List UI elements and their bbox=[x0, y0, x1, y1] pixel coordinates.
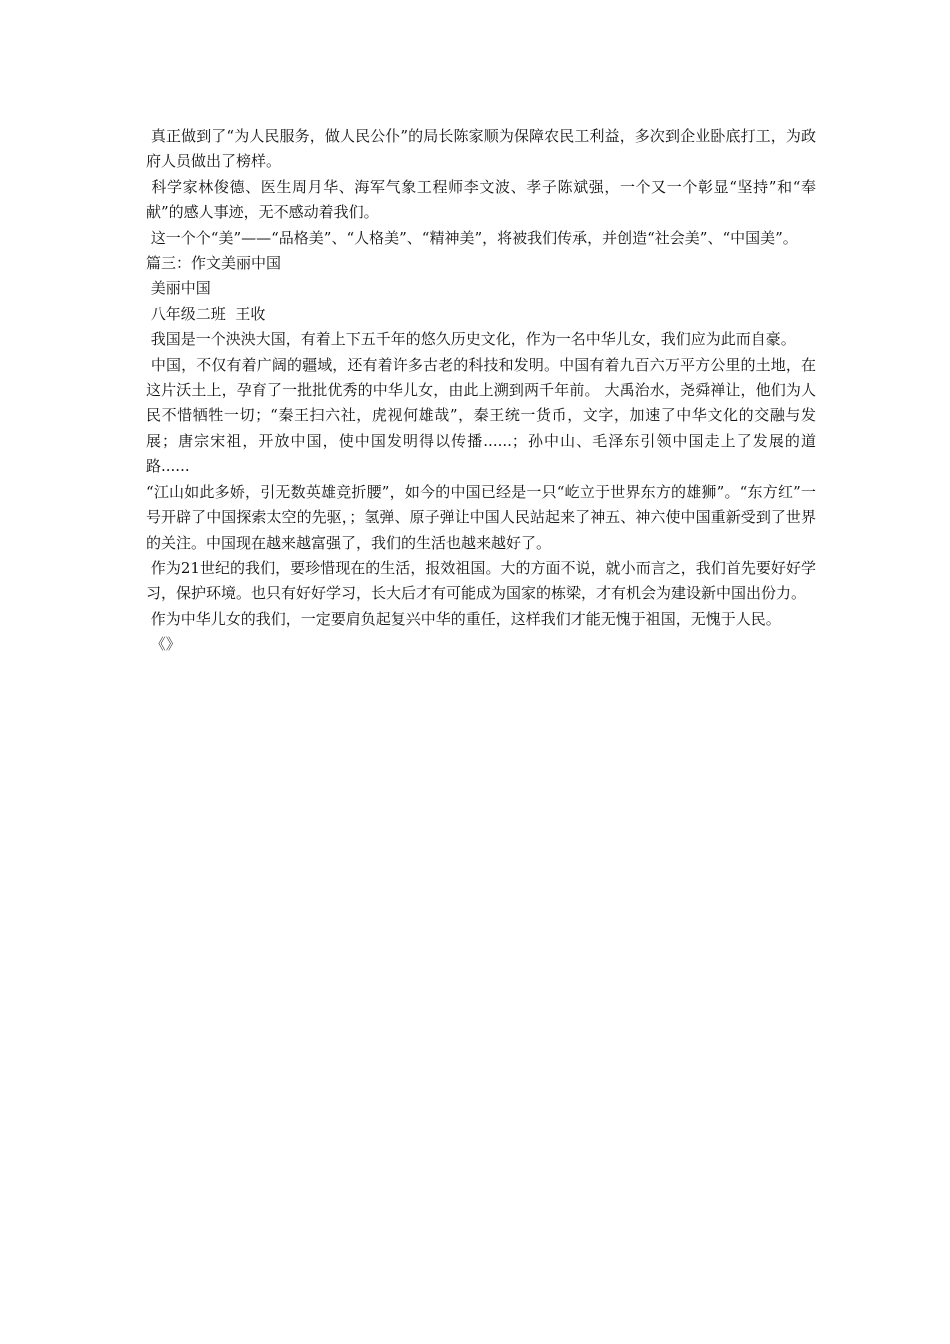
paragraph-body-4: 作为21世纪的我们，要珍惜现在的生活，报效祖国。大的方面不说，就小而言之，我们首先要好好学习，保护环境。也只有好好学习，长大后才有可能成为国家的栋梁，才有机会为建设新中国出份力。 bbox=[146, 558, 816, 603]
paragraph-intro-2: 科学家林俊德、医生周月华、海军气象工程师李文波、孝子陈斌强，一个又一个彰显“坚持”和“奉献”的感人事迹，无不感动着我们。 bbox=[146, 177, 816, 222]
paragraph-intro-1: 真正做到了“为人民服务，做人民公仆”的局长陈家顺为保障农民工利益，多次到企业卧底打工，为政府人员做出了榜样。 bbox=[146, 127, 816, 171]
paragraph-body-5: 作为中华儿女的我们，一定要肩负起复兴中华的重任，这样我们才能无愧于祖国，无愧于人民。 bbox=[146, 609, 781, 628]
paragraph-body-2: 中国，不仅有着广阔的疆域，还有着许多古老的科技和发明。中国有着九百六万平方公里的土地，在这片沃土上，孕育了一批批优秀的中华儿女，由此上溯到两千年前。 大禹治水，尧舜禅让，他们为人民不惜牺牲一切；“秦王扫六社，虎视何雄哉”，秦王统一货币，文字，加速了中华文化的交融与发展；唐宗宋祖，开放中国，使中国发明得以传播......；孙中山、毛泽东引领中国走上了发展的道路...... bbox=[146, 355, 816, 476]
paragraph-body-1: 我国是一个泱泱大国，有着上下五千年的悠久历史文化，作为一名中华儿女，我们应为此而自豪。 bbox=[146, 330, 796, 349]
paragraph-end-mark: 《》 bbox=[146, 635, 181, 654]
document-page bbox=[146, 124, 816, 658]
paragraph-intro-3: 这一个个“美”——“品格美”、“人格美”、“精神美”，将被我们传承，并创造“社会美”、“中国美”。 bbox=[146, 228, 798, 247]
essay-author: 八年级二班 王收 bbox=[146, 304, 266, 323]
paragraph-body-3: “江山如此多娇，引无数英雄竞折腰”，如今的中国已经是一只“屹立于世界东方的雄狮”。“东方红”一号开辟了中国探索太空的先驱，；氢弹、原子弹让中国人民站起来了神五、神六使中国重新受到了世界的关注。中国现在越来越富强了，我们的生活也越来越好了。 bbox=[146, 482, 816, 552]
essay-title: 美丽中国 bbox=[146, 279, 211, 298]
section-heading: 篇三：作文美丽中国 bbox=[146, 254, 282, 273]
